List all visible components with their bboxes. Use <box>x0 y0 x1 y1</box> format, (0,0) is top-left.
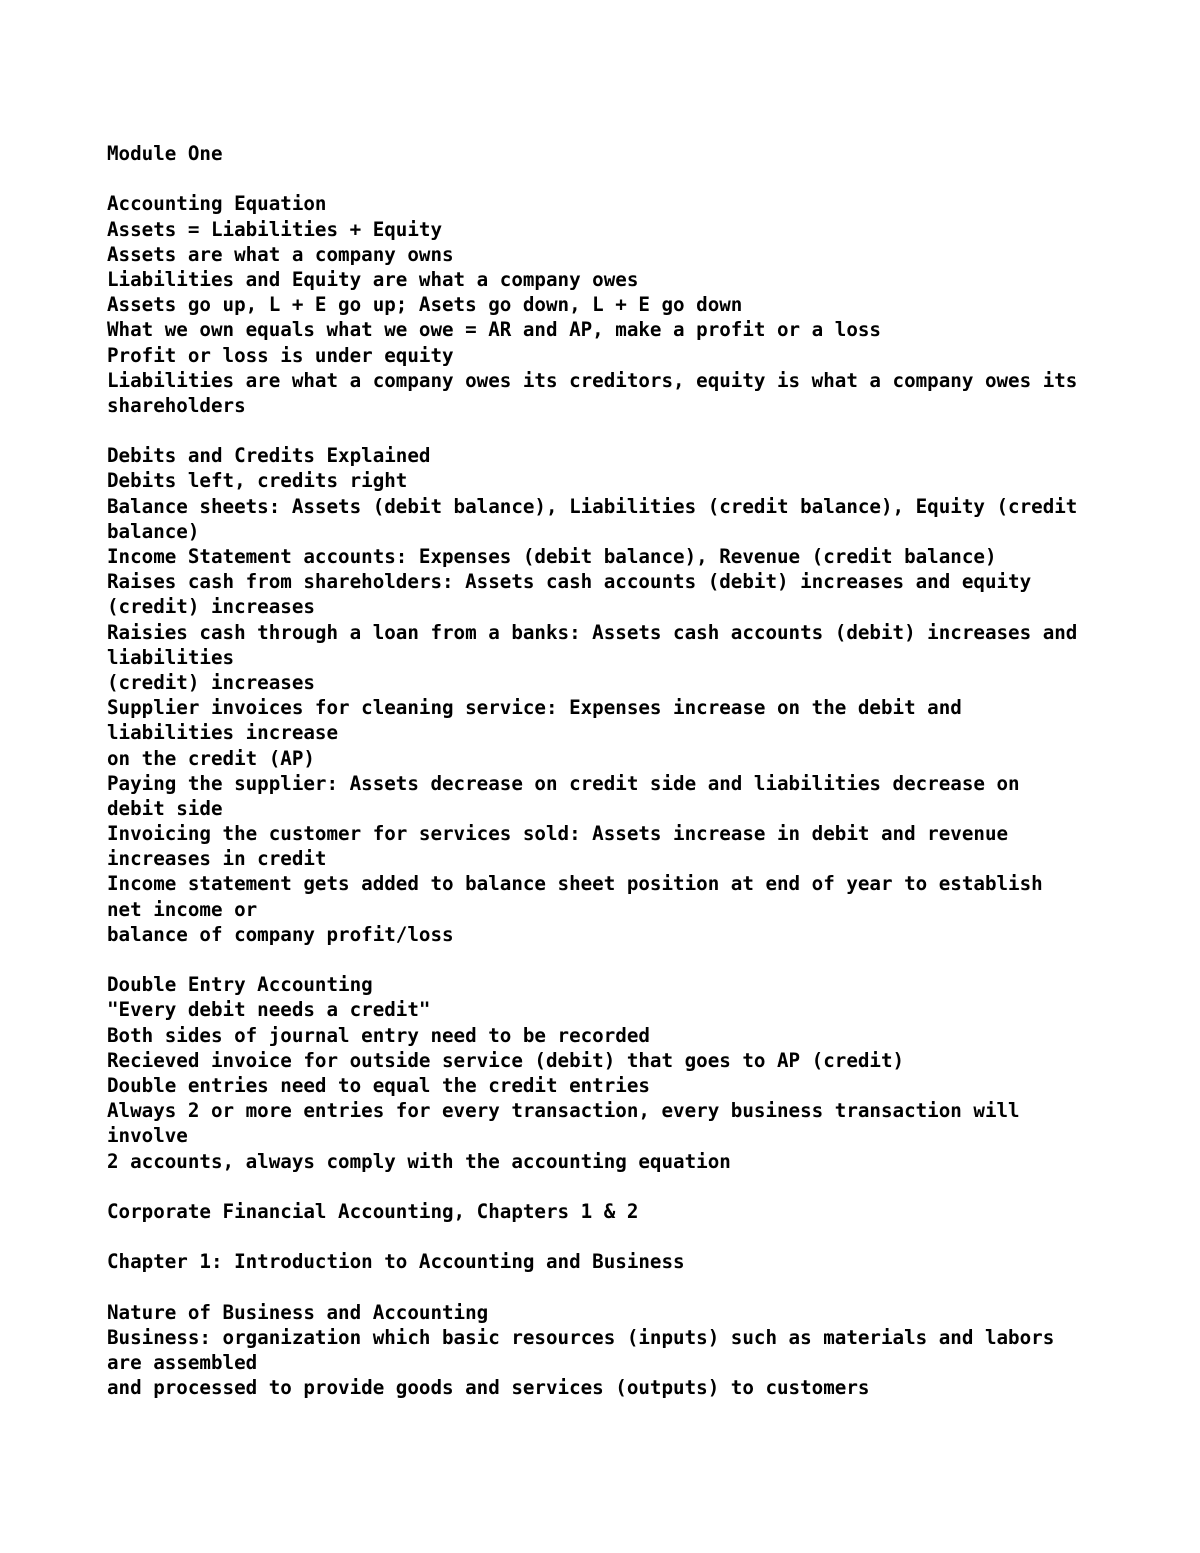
text-line: balance) <box>107 519 200 543</box>
text-line: (credit) increases <box>107 595 315 619</box>
text-line: and processed to provide goods and services (outputs) to customers <box>107 1376 870 1400</box>
text-line: liabilities <box>107 645 235 669</box>
text-line: Accounting Equation <box>107 192 327 216</box>
blank-line <box>107 418 1117 443</box>
text-line: Raisies cash through a loan from a banks: Assets cash accounts (debit) increases and <box>107 620 1078 644</box>
text-line: Balance sheets: Assets (debit balance), Liabilities (credit balance), Equity (credit <box>107 494 1078 518</box>
text-line: Profit or loss is under equity <box>107 343 454 367</box>
text-line: 2 accounts, always comply with the accounting equation <box>107 1149 731 1173</box>
text-line: What we own equals what we owe = AR and AP, make a profit or a loss <box>107 318 881 342</box>
text-line: Business: organization which basic resources (inputs) such as materials and labors <box>107 1325 1055 1349</box>
text-line: Income Statement accounts: Expenses (debit balance), Revenue (credit balance) <box>107 545 997 568</box>
text-line: "Every debit needs a credit" <box>107 998 431 1022</box>
blank-line <box>107 947 1117 972</box>
text-line: involve <box>107 1124 188 1148</box>
text-line: Supplier invoices for cleaning service: Expenses increase on the debit and <box>107 696 962 720</box>
text-line: balance of company profit/loss <box>107 922 454 946</box>
text-line: Module One <box>107 142 223 165</box>
text-line: (credit) increases <box>107 670 315 694</box>
text-line: Income statement gets added to balance sheet position at end of year to establish <box>107 872 1043 896</box>
text-line: shareholders <box>107 393 246 417</box>
text-line: Assets are what a company owns <box>107 242 454 266</box>
document-body <box>107 141 1117 1400</box>
text-line: Debits left, credits right <box>107 469 408 493</box>
text-line: liabilities increase <box>107 721 339 745</box>
text-line: Invoicing the customer for services sold: Assets increase in debit and revenue <box>107 822 1009 846</box>
text-line: Liabilities are what a company owes its creditors, equity is what a company owes its <box>107 368 1078 392</box>
text-line: Both sides of journal entry need to be recorded <box>107 1023 650 1047</box>
text-line: Paying the supplier: Assets decrease on credit side and liabilities decrease on <box>107 771 1020 795</box>
text-line: Nature of Business and Accounting <box>107 1300 489 1324</box>
text-line: are assembled <box>107 1351 258 1374</box>
blank-line <box>107 166 1117 191</box>
text-line: Recieved invoice for outside service (debit) that goes to AP (credit) <box>107 1048 905 1072</box>
text-line: Corporate Financial Accounting, Chapters 1 & 2 <box>107 1199 639 1223</box>
text-line: on the credit (AP) <box>107 746 315 770</box>
text-line: Double Entry Accounting <box>107 973 373 997</box>
text-line: Raises cash from shareholders: Assets cash accounts (debit) increases and equity <box>107 570 1032 594</box>
text-line: debit side <box>107 796 223 820</box>
text-line: Assets = Liabilities + Equity <box>107 217 443 241</box>
text-line: Always 2 or more entries for every transaction, every business transaction will <box>107 1099 1020 1123</box>
text-line: Assets go up, L + E go up; Asets go down, L + E go down <box>107 293 743 317</box>
text-line: Chapter 1: Introduction to Accounting and Business <box>107 1250 685 1274</box>
blank-line <box>107 1224 1117 1249</box>
text-line: Double entries need to equal the credit entries <box>107 1073 650 1097</box>
blank-line <box>107 1174 1117 1199</box>
text-line: increases in credit <box>107 847 327 871</box>
text-line: net income or <box>107 897 258 921</box>
text-line: Liabilities and Equity are what a company owes <box>107 267 639 291</box>
blank-line <box>107 1274 1117 1299</box>
text-line: Debits and Credits Explained <box>107 444 431 468</box>
